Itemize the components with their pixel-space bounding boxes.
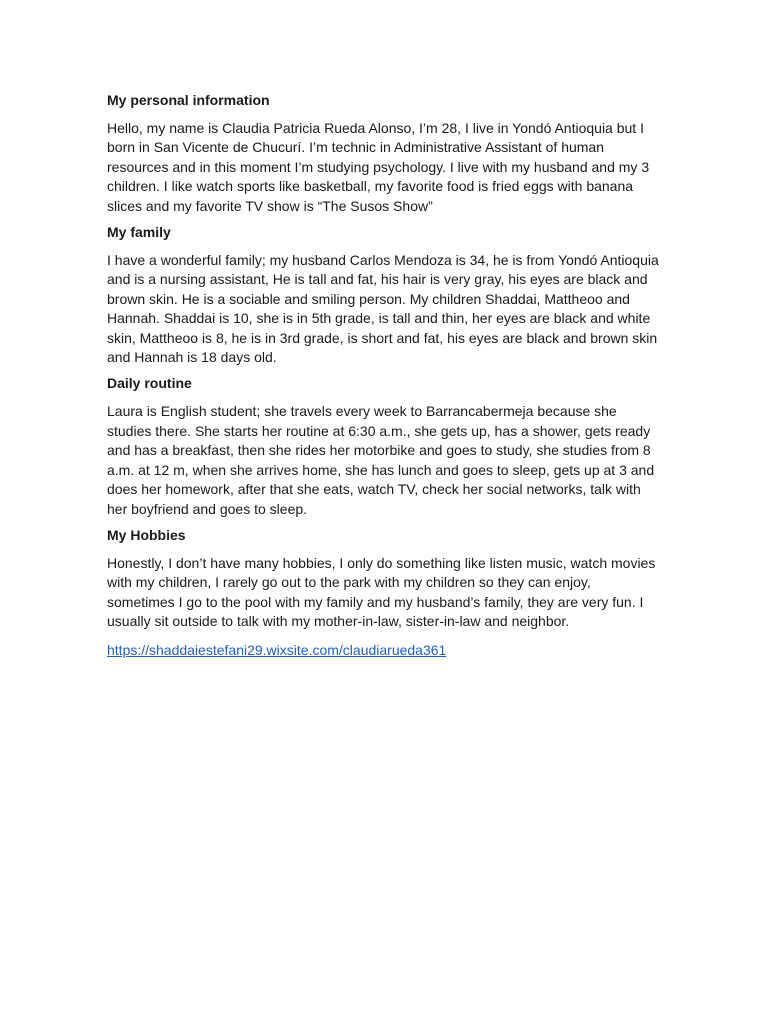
- section-heading: Daily routine: [107, 375, 192, 392]
- section-paragraph: Hello, my name is Claudia Patricia Rueda Alonso, I’m 28, I live in Yondó Antioquia but I born in San Vicente de Chucurí. I’m technic in Administrative Assistant of human resources and in this moment I’m studying psychology. I live with my husband and my 3 children. I like watch sports like basketball, my favorite food is fried eggs with banana slices and my favorite TV show is “The Susos Show”: [107, 120, 650, 214]
- section-daily-routine: [107, 374, 662, 518]
- section-heading: My family: [107, 224, 171, 241]
- document-page: [107, 91, 662, 660]
- section-personal-information: [107, 91, 662, 216]
- section-my-hobbies: [107, 526, 662, 632]
- website-link[interactable]: https://shaddaiestefani29.wixsite.com/claudiarueda361: [107, 641, 447, 658]
- section-my-family: [107, 223, 662, 367]
- section-heading: My Hobbies: [107, 526, 186, 543]
- section-paragraph: Laura is English student; she travels every week to Barrancabermeja because she studies there. She starts her routine at 6:30 a.m., she gets up, has a shower, gets ready and has a breakfast, then she rides her motorbike and goes to study, she studies from 8 a.m. at 12 m, when she arrives home, she has lunch and goes to sleep, gets up at 3 and does her homework, after that she eats, watch TV, check her social networks, talk with her boyfriend and goes to sleep.: [107, 403, 655, 517]
- section-paragraph: I have a wonderful family; my husband Carlos Mendoza is 34, he is from Yondó Antioquia and is a nursing assistant, He is tall and fat, his hair is very gray, his eyes are black and brown skin. He is a sociable and smiling person. My children Shaddai, Mattheoo and Hannah. Shaddai is 10, she is in 5th grade, is tall and thin, her eyes are black and white skin, Mattheoo is 8, he is in 3rd grade, is short and fat, his eyes are black and brown skin and Hannah is 18 days old.: [107, 252, 659, 366]
- section-heading: My personal information: [107, 92, 270, 108]
- section-paragraph: Honestly, I don’t have many hobbies, I only do something like listen music, watch movies with my children, I rarely go out to the park with my children so they can enjoy, sometimes I go to the pool with my family and my husband’s family, they are very fun. I usually sit outside to talk with my mother-in-law, sister-in-law and neighbor.: [107, 554, 656, 630]
